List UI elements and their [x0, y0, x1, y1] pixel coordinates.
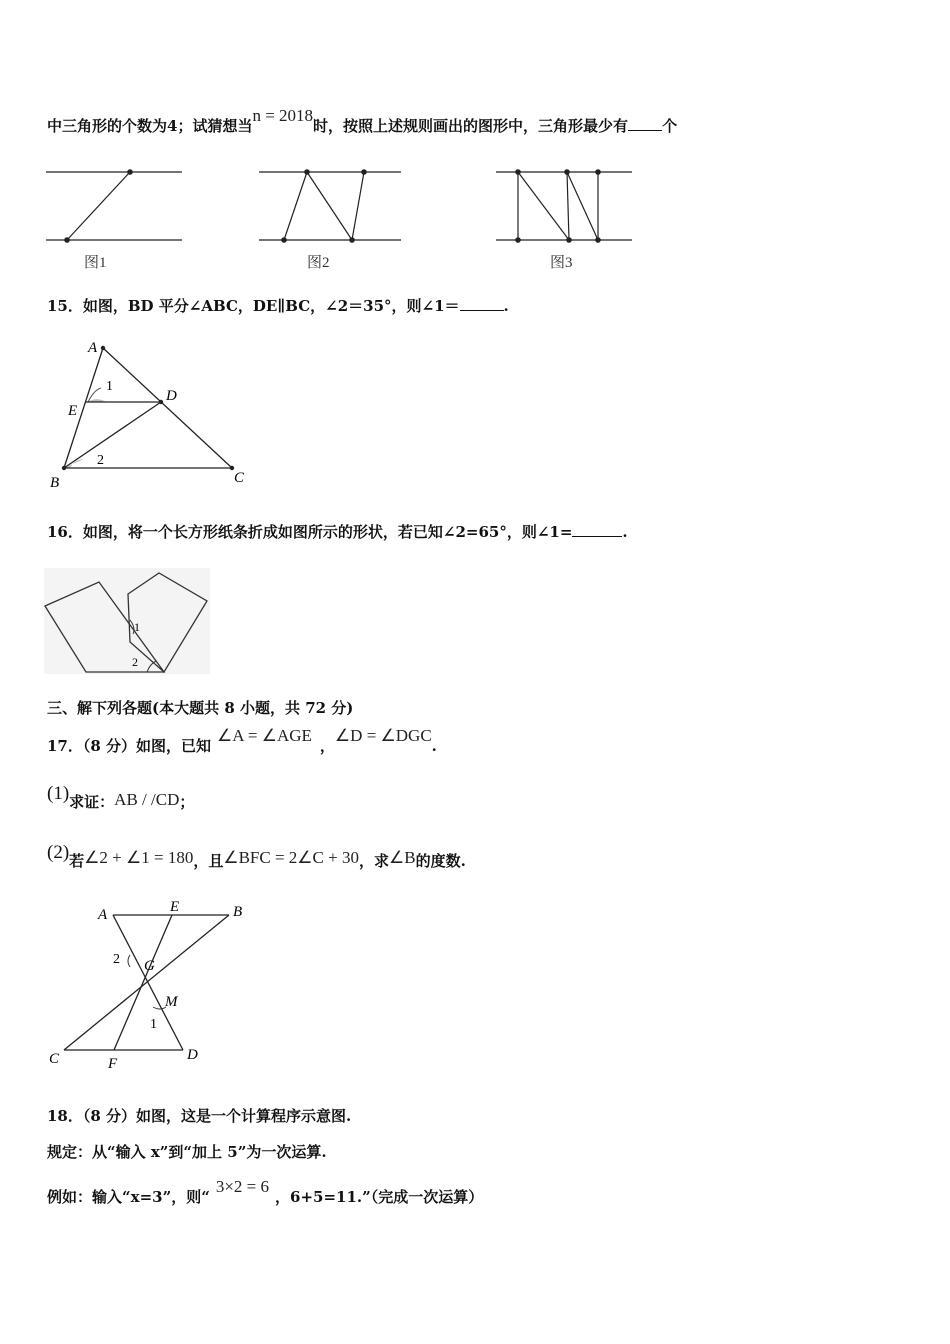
- q15-label-e: E: [68, 403, 78, 419]
- q16-text: 16．如图，将一个长方形纸条折成如图所示的形状，若已知∠2=65°，则∠1=: [47, 523, 573, 541]
- q16-tail: .: [622, 523, 628, 541]
- q14-figure-3: [496, 170, 632, 242]
- q15-label-angle2: 2: [97, 453, 104, 468]
- q17-part2-text-c: ，求: [358, 852, 389, 870]
- q14-fig-label-3: 图3: [550, 255, 573, 271]
- q17-question: [47, 726, 437, 756]
- q17-part1: [47, 783, 195, 812]
- q17-label-a: A: [98, 907, 108, 923]
- q17-part1-tail: ；: [179, 793, 195, 811]
- q17-math-1: ∠A = ∠AGE: [217, 726, 312, 745]
- q17-period: .: [431, 737, 437, 755]
- section-3-title: [47, 698, 353, 718]
- q17-part2-text-a: 若: [69, 852, 85, 870]
- q17-part2-math-b: ∠BFC = 2∠C + 30: [223, 848, 359, 867]
- q17-math-2: ∠D = ∠DGC: [334, 726, 432, 745]
- q14-fig-label-2: 图2: [307, 255, 330, 271]
- q17-part2-number: (2): [47, 842, 70, 863]
- q17-part2-math-c: ∠B: [389, 848, 416, 867]
- q14-figure-2: [259, 170, 401, 242]
- q17-part1-number: (1): [47, 783, 70, 804]
- q17-label-c: C: [49, 1051, 60, 1067]
- q17-label-d: D: [187, 1047, 198, 1063]
- q15-label-d: D: [166, 388, 177, 404]
- q17-label-angle2: 2: [113, 952, 120, 967]
- q18-line1-text: 18．（8 分）如图，这是一个计算程序示意图.: [47, 1107, 352, 1125]
- q14-text-c: 个: [662, 117, 678, 135]
- q15-label-angle1: 1: [106, 379, 113, 394]
- q17-figure: [0, 895, 260, 1075]
- q18-line2: [47, 1142, 327, 1162]
- q15-figure: [0, 334, 260, 494]
- q17-label-e: E: [170, 899, 180, 915]
- q17-part2: [47, 842, 466, 871]
- q15-label-a: A: [88, 340, 98, 356]
- q17-label-g: G: [144, 958, 155, 974]
- q14-line: [47, 106, 678, 136]
- q14-answer-blank: [628, 116, 662, 131]
- q15-label-b: B: [50, 475, 60, 491]
- q18-line3: [47, 1177, 484, 1207]
- q16-figure: [44, 568, 224, 678]
- q17-comma: ，: [319, 737, 335, 755]
- q17-label-f: F: [108, 1056, 118, 1072]
- q14-text-a: 中三角形的个数为4；试猜想当: [47, 117, 253, 135]
- q17-label-angle1: 1: [150, 1017, 157, 1032]
- q14-math-n: n = 2018: [252, 106, 314, 125]
- q17-label-m: M: [165, 994, 178, 1010]
- q17-prefix: 17．（8 分）如图，已知: [47, 737, 212, 755]
- q18-line3-math: 3×2 = 6: [215, 1177, 270, 1196]
- q16-label-angle1: 1: [134, 620, 140, 634]
- q15-text: 15．如图，BD 平分∠ABC，DE∥BC，∠2＝35°，则∠1＝: [47, 297, 460, 315]
- q16-question: [47, 522, 628, 542]
- q17-part2-text-b: ，且: [193, 852, 224, 870]
- q18-line3-text-b: ，6+5=11.”（完成一次运算）: [275, 1188, 484, 1206]
- q15-question: [47, 296, 509, 316]
- q16-label-angle2: 2: [132, 655, 138, 669]
- q15-answer-blank: [460, 296, 504, 311]
- q14-figure-1: [46, 170, 182, 242]
- q15-tail: .: [503, 297, 509, 315]
- q17-part2-math-a: ∠2 + ∠1 = 180: [84, 848, 194, 867]
- q16-answer-blank: [572, 522, 622, 537]
- section-3-title-text: 三、解下列各题(本大题共 8 小题，共 72 分): [47, 699, 354, 717]
- q18-line2-text: 规定：从“输入 x”到“加上 5”为一次运算.: [47, 1143, 327, 1161]
- q14-figures: [0, 160, 950, 280]
- q17-label-b: B: [233, 904, 243, 920]
- q17-part2-text-d: 的度数.: [415, 852, 466, 870]
- q17-part1-math: AB / /CD: [114, 790, 180, 809]
- q18-line1: [47, 1106, 351, 1126]
- q18-line3-text-a: 例如：输入“x=3”，则“: [47, 1188, 210, 1206]
- q14-fig-label-1: 图1: [84, 255, 107, 271]
- q17-part1-text: 求证：: [69, 793, 115, 811]
- q15-label-c: C: [234, 470, 245, 486]
- q14-text-b: 时，按照上述规则画出的图形中，三角形最少有: [313, 117, 629, 135]
